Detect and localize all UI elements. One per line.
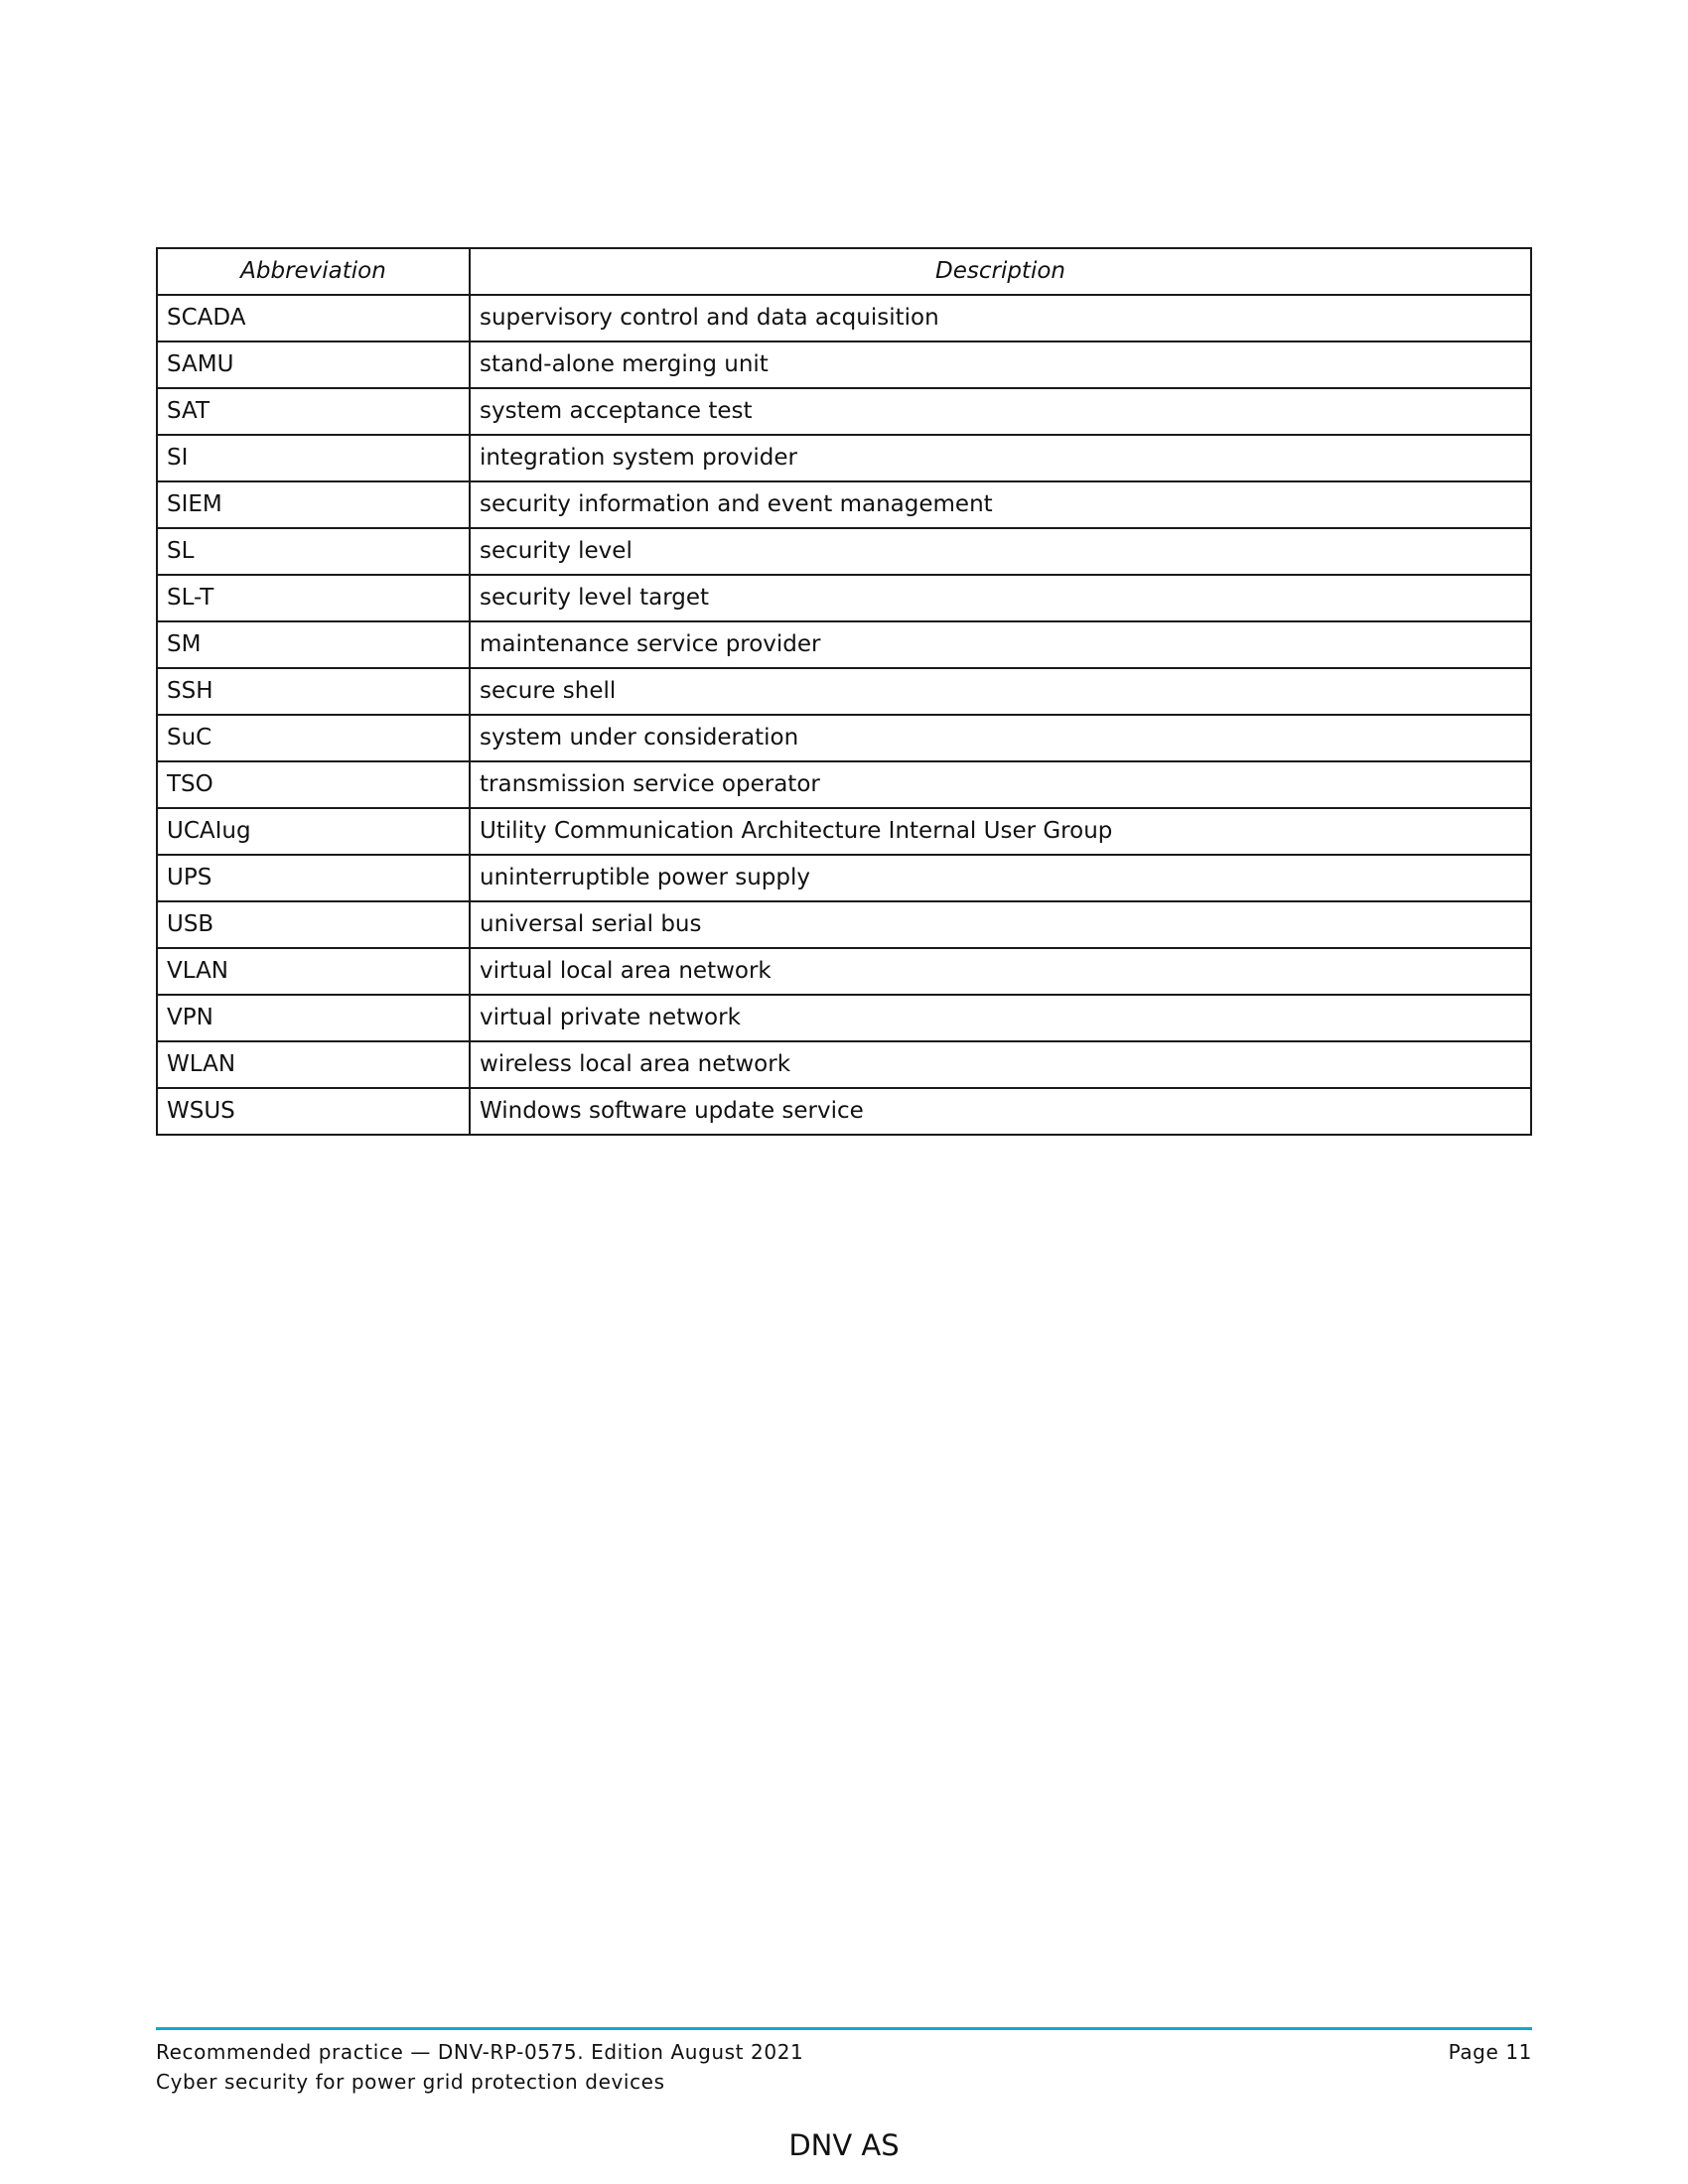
table-row: [157, 995, 1531, 1041]
abbreviation-cell: SCADA: [157, 295, 470, 341]
table-row: [157, 668, 1531, 715]
footer-divider: [156, 2027, 1532, 2030]
description-cell: secure shell: [470, 668, 1531, 715]
description-cell: stand-alone merging unit: [470, 341, 1531, 388]
description-cell: wireless local area network: [470, 1041, 1531, 1088]
page-number: Page 11: [1448, 2040, 1532, 2064]
abbreviation-cell: SL: [157, 528, 470, 575]
table-row: [157, 295, 1531, 341]
abbreviation-cell: SAMU: [157, 341, 470, 388]
table-row: [157, 1088, 1531, 1135]
abbreviation-cell: UPS: [157, 855, 470, 901]
footer-document-info: [156, 2037, 803, 2097]
description-cell: security level target: [470, 575, 1531, 621]
description-cell: security level: [470, 528, 1531, 575]
table-row: [157, 901, 1531, 948]
description-cell: system acceptance test: [470, 388, 1531, 435]
table-row: [157, 388, 1531, 435]
abbreviation-cell: WLAN: [157, 1041, 470, 1088]
table-row: [157, 948, 1531, 995]
table-row: [157, 341, 1531, 388]
table-row: [157, 855, 1531, 901]
description-cell: integration system provider: [470, 435, 1531, 481]
abbreviation-cell: SAT: [157, 388, 470, 435]
table-header-row: [157, 248, 1531, 295]
description-cell: system under consideration: [470, 715, 1531, 761]
abbreviation-column-header: Abbreviation: [157, 248, 470, 295]
table-body: [157, 295, 1531, 1135]
abbreviation-cell: WSUS: [157, 1088, 470, 1135]
abbreviation-cell: TSO: [157, 761, 470, 808]
description-column-header: Description: [470, 248, 1531, 295]
abbreviation-cell: SSH: [157, 668, 470, 715]
table-row: [157, 435, 1531, 481]
table-row: [157, 575, 1531, 621]
table-row: [157, 715, 1531, 761]
description-cell: Windows software update service: [470, 1088, 1531, 1135]
description-cell: virtual local area network: [470, 948, 1531, 995]
abbreviation-cell: USB: [157, 901, 470, 948]
abbreviations-table: [156, 247, 1532, 1136]
abbreviation-cell: SM: [157, 621, 470, 668]
description-cell: universal serial bus: [470, 901, 1531, 948]
abbreviation-cell: SIEM: [157, 481, 470, 528]
description-cell: supervisory control and data acquisition: [470, 295, 1531, 341]
description-cell: Utility Communication Architecture Internal User Group: [470, 808, 1531, 855]
description-cell: security information and event management: [470, 481, 1531, 528]
table-row: [157, 761, 1531, 808]
footer-subtitle-line: Cyber security for power grid protection devices: [156, 2070, 665, 2094]
abbreviation-cell: UCAIug: [157, 808, 470, 855]
abbreviation-cell: VLAN: [157, 948, 470, 995]
table-row: [157, 1041, 1531, 1088]
table-row: [157, 481, 1531, 528]
abbreviation-cell: SL-T: [157, 575, 470, 621]
abbreviation-cell: VPN: [157, 995, 470, 1041]
table-row: [157, 528, 1531, 575]
abbreviation-cell: SI: [157, 435, 470, 481]
description-cell: uninterruptible power supply: [470, 855, 1531, 901]
footer-edition-line: Recommended practice — DNV-RP-0575. Edition August 2021: [156, 2040, 804, 2064]
description-cell: maintenance service provider: [470, 621, 1531, 668]
description-cell: virtual private network: [470, 995, 1531, 1041]
table-row: [157, 808, 1531, 855]
publisher-name: DNV AS: [788, 2128, 900, 2162]
description-cell: transmission service operator: [470, 761, 1531, 808]
table-row: [157, 621, 1531, 668]
abbreviation-cell: SuC: [157, 715, 470, 761]
